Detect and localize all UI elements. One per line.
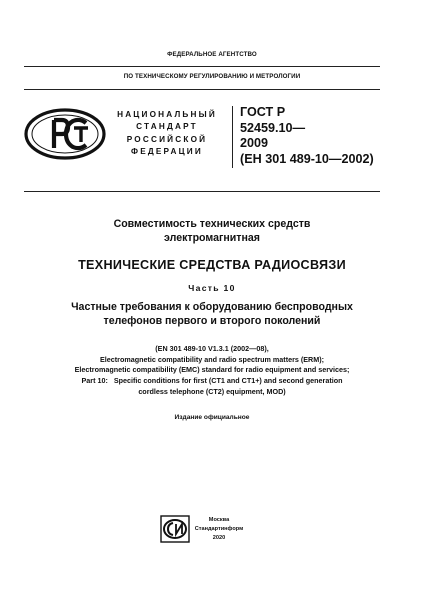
publication-year: 2020 [212, 534, 226, 541]
publisher-info [194, 516, 244, 542]
part-number: Часть 10 [188, 283, 236, 293]
agency-name: ФЕДЕРАЛЬНОЕ АГЕНТСТВО [167, 51, 257, 58]
edition-note: Издание официальное [174, 414, 250, 421]
standard-designation [240, 105, 390, 167]
designation-line: (ЕН 301 489-10—2002) [240, 151, 374, 166]
part-title-line: телефонов первого и второго поколений [103, 315, 321, 327]
en-reference-line: cordless telephone (CT2) equipment, MOD) [138, 386, 286, 396]
publisher-name: Стандартинформ [194, 525, 244, 532]
subject-line: Совместимость технических средств [113, 218, 311, 230]
divider-line [24, 191, 380, 192]
part-title-line: Частные требования к оборудованию беспроводных [71, 301, 353, 313]
publisher-city: Москва [208, 517, 230, 523]
en-reference-line: Part 10: Specific conditions for first (CT1 and CT1+) and second generation [81, 376, 343, 386]
designation-line: 52459.10— [240, 120, 306, 135]
document-subject [40, 217, 384, 245]
standard-label-line: НАЦИОНАЛЬНЫЙ [117, 110, 217, 119]
gost-r-certification-logo-icon [24, 108, 106, 160]
divider-line [24, 89, 380, 90]
standard-label-line: РОССИЙСКОЙ [126, 134, 208, 144]
designation-line: 2009 [240, 136, 269, 151]
national-standard-label [112, 109, 222, 159]
subject-line: электромагнитная [164, 232, 260, 244]
designation-line: ГОСТ Р [240, 105, 286, 119]
en-reference-line: (EN 301 489-10 V1.3.1 (2002—08), [155, 344, 269, 353]
en-reference-line: Electromagnetic compatibility (EMC) standard for radio equipment and services; [74, 365, 350, 375]
standard-label-line: ФЕДЕРАЦИИ [131, 147, 203, 157]
document-title: ТЕХНИЧЕСКИЕ СРЕДСТВА РАДИОСВЯЗИ [78, 258, 346, 272]
standard-label-line: СТАНДАРТ [136, 122, 198, 132]
en-reference [40, 344, 384, 398]
en-reference-line: Electromagnetic compatibility and radio spectrum matters (ERM); [99, 354, 325, 364]
divider-line [24, 66, 380, 67]
standartinform-logo-icon [160, 515, 190, 543]
agency-subtitle: ПО ТЕХНИЧЕСКОМУ РЕГУЛИРОВАНИЮ И МЕТРОЛОГИИ [123, 73, 301, 80]
part-title [40, 300, 384, 328]
vertical-divider [232, 106, 233, 168]
